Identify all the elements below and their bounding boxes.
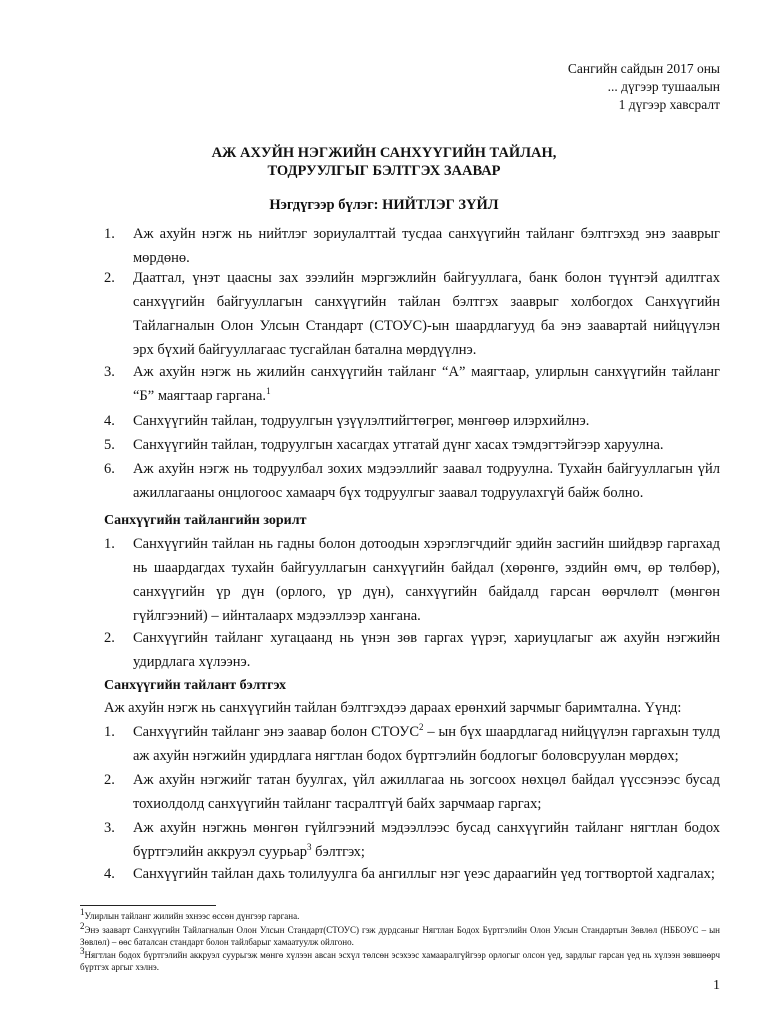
list-item — [104, 457, 720, 505]
section2-heading: Санхүүгийн тайлангийн зорилт — [104, 513, 307, 528]
list-item — [104, 816, 720, 864]
item-text: Санхүүгийн тайлан дахь толилуулга ба ангиллыг нэг үеэс дараагийн үед тогтвортой хадгалах; — [133, 866, 715, 882]
section3-heading: Санхүүгийн тайлант бэлтгэх — [104, 678, 287, 693]
list-item — [104, 532, 720, 628]
item-text: Санхүүгийн тайлан нь гадны болон дотоодын хэрэглэгчдийг эдийн засгийн шийдвэр гаргахад нь шаардагдах тухайн байгууллагын санхүүгийн байдал (хөрөнгө, эздийн өмч, өр төлбөр), санхүүгийн үр дүн (орлого, үр дүн), санхүүгийн байдалд гарсан өөрчлөлт (мөнгөн гүйлгээний) – ийнталаарх мэдээллээр хангана. — [133, 536, 720, 624]
section3-intro: Аж ахуйн нэгж нь санхүүгийн тайлан бэлтгэхдээ дараах ерөнхий зарчмыг баримтална. Үүнд: — [104, 700, 682, 716]
list-item — [104, 626, 720, 674]
annex-line-1: Сангийн сайдын 2017 оны — [567, 61, 720, 76]
annex-line-2: ... дүгээр тушаалын — [607, 79, 720, 94]
item-number: 1. — [104, 536, 115, 552]
page-number: 1 — [713, 978, 720, 993]
annex-line-3: 1 дүгээр хавсралт — [618, 97, 720, 112]
item-number: 5. — [104, 437, 115, 453]
item-number: 3. — [104, 820, 115, 836]
item-text — [133, 360, 720, 408]
item-number: 6. — [104, 461, 115, 477]
item-number: 4. — [104, 866, 115, 882]
footnote-ref: 3 — [307, 842, 312, 853]
item-text — [133, 816, 720, 864]
list-item — [104, 862, 720, 886]
chapter-heading: Нэгдүгээр бүлэг: НИЙТЛЭГ ЗҮЙЛ — [269, 197, 499, 213]
footnote-text: Энэ заавaрт Санхүүгийн Тайлагналын Олон Улсын Стандарт(СТОУС) гэж дурдсаныг Нягтлан Бодох Бүртгэлийн Олон Улсын Стандартын Зөвлөл (НББОУС – ын Зөвлөл) – өөс баталсан стандарт болон тайлбарыг хамаатуулж ойлгоно. — [80, 925, 720, 947]
item-number: 4. — [104, 413, 115, 429]
footnote — [80, 946, 720, 973]
title-line-2: ТОДРУУЛГЫГ БЭЛТГЭХ ЗААВАР — [267, 163, 501, 179]
item-text: Аж ахуйн нэгж нь нийтлэг зориулалттай тусдаа санхүүгийн тайланг бэлтгэхэд энэ зааврыг мөрдөнө. — [133, 226, 720, 266]
list-item — [104, 433, 720, 457]
item-number: 1. — [104, 724, 115, 740]
footnote-mark: 3 — [80, 946, 85, 956]
list-item — [104, 266, 720, 362]
item-number: 1. — [104, 226, 115, 242]
item-text: Санхүүгийн тайланг хугацаанд нь үнэн зөв гаргах үүрэг, хариуцлагыг аж ахуйн нэгжийн удирдлага хүлээнэ. — [133, 630, 720, 670]
item-number: 2. — [104, 772, 115, 788]
item-text: Санхүүгийн тайлан, тодруулгын үзүүлэлтийгтөгрөг, мөнгөөр илэрхийлнэ. — [133, 413, 590, 429]
item-text: Санхүүгийн тайлан, тодруулгын хасагдах утгатай дүнг хасах тэмдэгтэйгээр харуулна. — [133, 437, 664, 453]
list-item — [104, 360, 720, 408]
item-text-b: – ын бүх шаардлагад нийцүүлэн гаргахын тулд аж ахуйн нэгжийн удирдлага нягтлан бодох бүртгэлийн бодлогыг боловсруулан мөрдөх; — [133, 724, 720, 764]
footnote-mark: 1 — [80, 907, 85, 917]
list-item — [104, 222, 720, 270]
item-text — [133, 720, 720, 768]
document-title — [0, 144, 768, 180]
item-number: 2. — [104, 630, 115, 646]
item-text: Аж ахуйн нэгжийг татан буулгах, үйл ажиллагаа нь зогсоох нөхцөл байдал үүссэнээс бусад тохиолдолд санхүүгийн тайланг тасралтгүй байх зарчмаар гаргах; — [133, 772, 720, 812]
list-item — [104, 720, 720, 768]
item-text-body: Аж ахуйн нэгж нь жилийн санхүүгийн тайланг “А” маягтаар, улирлын санхүүгийн тайланг “Б” маягтаар гаргана. — [133, 364, 720, 404]
annex-reference — [568, 60, 720, 114]
item-text: Даатгал, үнэт цаасны зах зээлийн мэргэжлийн байгууллага, банк болон түүнтэй адилтгах санхүүгийн байгууллагын санхүүгийн тайлан бэлтгэх зааврыг холбогдох Санхүүгийн Тайлагналын Олон Улсын Стандарт (СТОУС)-ын шаардлагууд ба энэ заавартай нийцүүлэн эрх бүхий байгууллагаас тусгайлан батална мөрдүүлнэ. — [133, 270, 720, 358]
list-item — [104, 409, 720, 433]
item-text: Аж ахуйн нэгж нь тодруулбал зохих мэдээллийг заавал тодруулна. Тухайн байгууллагын үйл ажиллагааны онцлогоос хамаарч бүх тодруулгыг заавал тодруулахгүй байж болно. — [133, 461, 720, 501]
footnote-text: Улирлын тайланг жилийн эхнээс өссөн дүнгээр гаргана. — [84, 911, 300, 921]
footnote — [80, 907, 720, 922]
footnote-mark: 2 — [80, 921, 85, 931]
footnote — [80, 921, 720, 948]
item-text-a: Аж ахуйн нэгжнь мөнгөн гүйлгээний мэдээллээс бусад санхүүгийн тайланг нягтлан бодох бүртгэлийн аккруэл суурьар — [133, 820, 720, 860]
footnote-ref: 1 — [266, 386, 271, 397]
item-number: 2. — [104, 270, 115, 286]
list-item — [104, 768, 720, 816]
footnote-text: Нягтлан бодох бүртгэлийн аккруэл суурьгэж мөнгө хүлээн авсан эсхүл төлсөн эсэхээс хамааралгүйгээр орлогыг олсон үед, зардлыг гарсан үед нь хүлээн зөвшөөрч бүртгэх аргыг хэлнэ. — [80, 950, 720, 972]
item-text-b: бэлтгэх; — [311, 844, 365, 860]
title-line-1: АЖ АХУЙН НЭГЖИЙН САНХҮҮГИЙН ТАЙЛАН, — [211, 145, 557, 161]
footnote-ref: 2 — [419, 722, 424, 733]
footnote-separator — [80, 905, 216, 906]
item-text-a: Санхүүгийн тайланг энэ заавар болон СТОУС — [133, 724, 420, 740]
item-number: 3. — [104, 364, 115, 380]
